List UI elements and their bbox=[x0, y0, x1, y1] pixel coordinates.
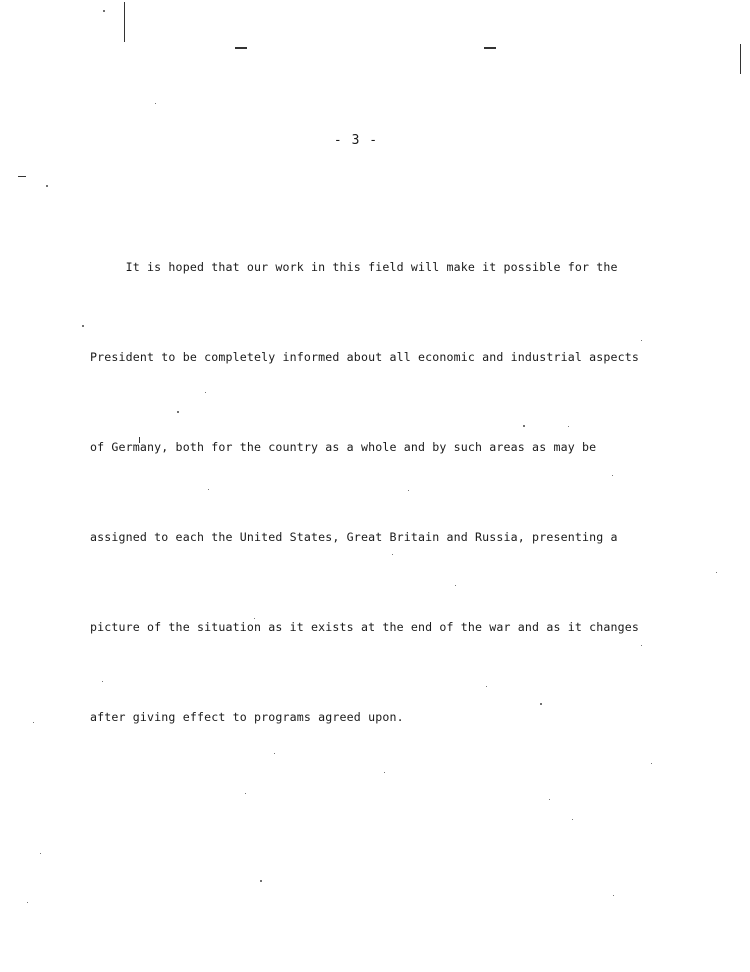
scan-mark bbox=[18, 176, 26, 177]
scan-mark bbox=[124, 2, 125, 42]
paragraph-line: after giving effect to programs agreed upon. bbox=[90, 710, 404, 724]
scan-speck bbox=[40, 853, 41, 854]
paragraph-line: President to be completely informed about all economic and industrial aspects bbox=[90, 350, 640, 364]
paragraph-line: picture of the situation as it exists at the end of the war and as it changes bbox=[90, 620, 640, 634]
scan-speck bbox=[46, 185, 48, 187]
paragraph-line: It is hoped that our work in this field will make it possible for the bbox=[90, 260, 618, 274]
scan-speck bbox=[27, 902, 28, 903]
scan-speck bbox=[33, 722, 34, 723]
scan-speck bbox=[103, 10, 105, 12]
scan-speck bbox=[549, 799, 550, 800]
page-number: - 3 - bbox=[333, 133, 379, 148]
scan-speck bbox=[155, 103, 156, 104]
scan-speck bbox=[716, 572, 717, 573]
scan-mark bbox=[484, 47, 496, 49]
scan-speck bbox=[260, 880, 262, 882]
scan-speck bbox=[572, 819, 573, 820]
scan-mark bbox=[740, 44, 741, 74]
scan-speck bbox=[82, 325, 84, 327]
scan-speck bbox=[613, 895, 614, 896]
scan-speck bbox=[245, 793, 246, 794]
scan-mark bbox=[235, 47, 247, 49]
paragraph-line: assigned to each the United States, Great Britain and Russia, presenting a bbox=[90, 530, 618, 544]
paragraph-line: of Germany, both for the country as a whole and by such areas as may be bbox=[90, 440, 597, 454]
body-paragraph bbox=[90, 192, 670, 792]
